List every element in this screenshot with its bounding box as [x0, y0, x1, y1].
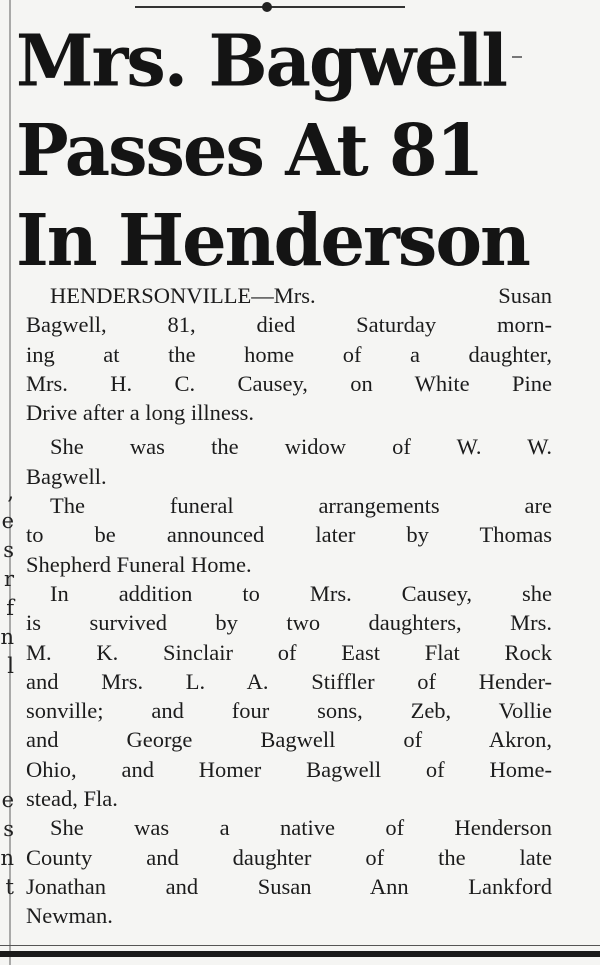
fragment-letter: f: [6, 596, 14, 620]
body-line: Newman.: [26, 903, 113, 929]
body-line: and George Bagwell of Akron,: [26, 727, 552, 753]
body-line: HENDERSONVILLE—Mrs. Susan: [50, 283, 552, 308]
paragraph-survivors: [26, 579, 552, 813]
headline-line: In Henderson: [16, 197, 529, 283]
body-line: Jonathan and Susan Ann Lankford: [26, 873, 552, 899]
fragment-letter: s: [3, 817, 14, 841]
body-line: Bagwell.: [26, 463, 107, 489]
headline-line: Mrs. Bagwell: [16, 18, 506, 103]
body-line: The funeral arrangements are: [50, 493, 552, 519]
body-line: In addition to Mrs. Causey, she: [50, 580, 552, 606]
body-line: Mrs. H. C. Causey, on White Pine: [26, 370, 552, 396]
paragraph-dateline: [26, 281, 552, 427]
bottom-thin-rule: [0, 945, 600, 946]
paragraph-native: [26, 813, 552, 930]
body-line: Bagwell, 81, died Saturday morn-: [26, 312, 552, 338]
headline: [16, 16, 576, 285]
fragment-letter: l: [7, 654, 14, 678]
fragment-letter: e: [1, 788, 14, 812]
fragment-letter: n: [0, 625, 14, 649]
fragment-letter: s: [3, 538, 14, 562]
paragraph-funeral: [26, 491, 552, 579]
body-line: and Mrs. L. A. Stiffler of Hender-: [26, 668, 552, 694]
body-line: Drive after a long illness.: [26, 400, 255, 426]
body-line: ing at the home of a daughter,: [26, 341, 552, 367]
body-line: She was a native of Henderson: [50, 815, 552, 841]
article-body: [26, 281, 552, 931]
body-line: M. K. Sinclair of East Flat Rock: [26, 639, 552, 665]
fragment-letter: n: [0, 846, 14, 870]
headline-line: Passes At 81: [16, 107, 483, 193]
body-line: Shepherd Funeral Home.: [26, 551, 252, 577]
adjacent-column-fragment-upper: [0, 478, 14, 681]
body-line: is survived by two daughters, Mrs.: [26, 610, 552, 636]
body-line: sonville; and four sons, Zeb, Vollie: [26, 698, 552, 724]
body-line: stead, Fla.: [26, 786, 118, 812]
body-line: to be announced later by Thomas: [26, 522, 552, 548]
bottom-heavy-rule: [0, 951, 600, 957]
fragment-letter: e: [1, 509, 14, 533]
body-line: Ohio, and Homer Bagwell of Home-: [26, 756, 552, 782]
paragraph-widow: [26, 432, 552, 491]
adjacent-column-fragment-lower: [0, 786, 14, 902]
fragment-letter: t: [5, 875, 14, 899]
fragment-letter: r: [3, 567, 14, 591]
body-line: She was the widow of W. W.: [50, 434, 552, 460]
body-line: County and daughter of the late: [26, 844, 552, 870]
top-ornament-dot: [262, 2, 272, 12]
fragment-letter: ,: [7, 480, 14, 504]
